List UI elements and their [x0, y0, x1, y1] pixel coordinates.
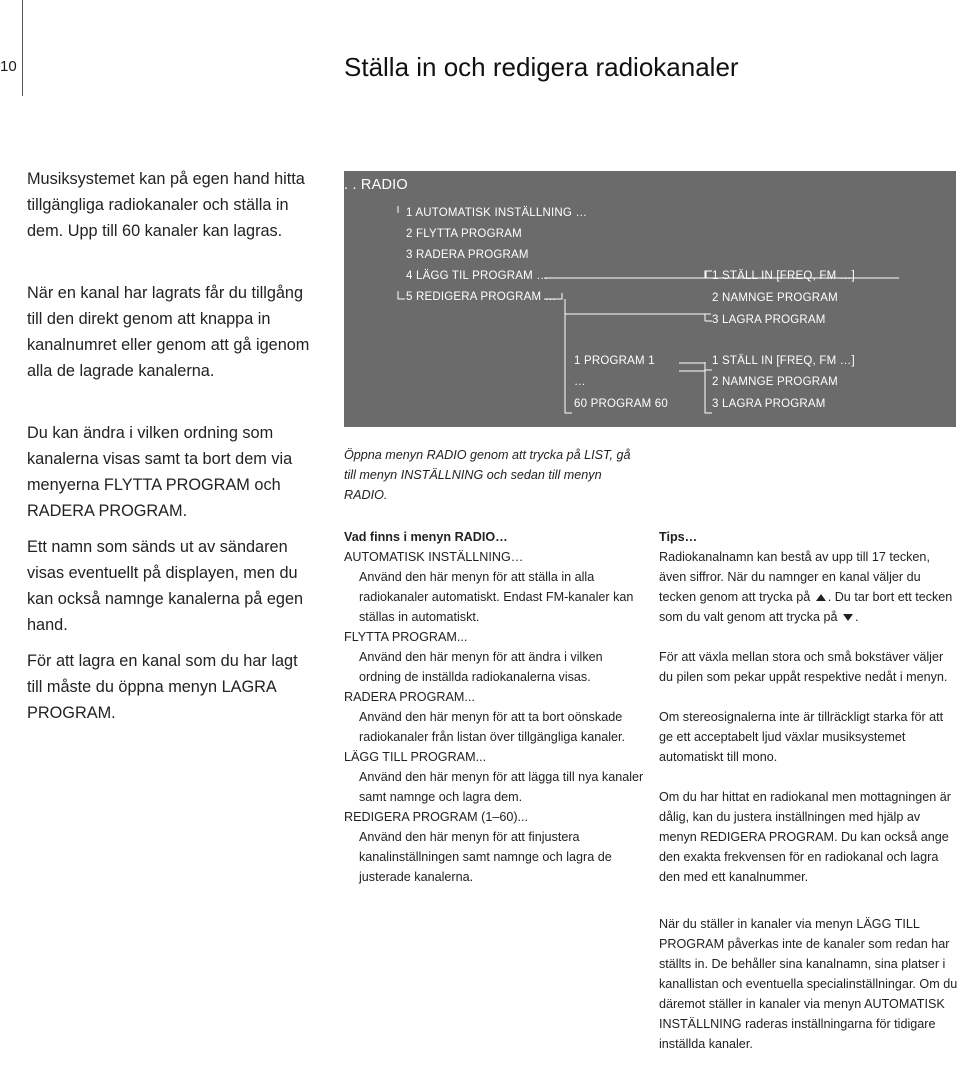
edit-submenu-item-1: 1 STÄLL IN [FREQ, FM …] [712, 355, 855, 367]
add-submenu-item-3: 3 LAGRA PROGRAM [712, 314, 826, 326]
edit-list-item-first: 1 PROGRAM 1 [574, 355, 655, 367]
description-item [344, 807, 644, 887]
menu-item-3: 3 RADERA PROGRAM [406, 249, 529, 261]
tips-paragraph-4: Om du har hittat en radiokanal men mottagningen är dålig, kan du justera inställningen med hjälp av menyn REDIGERA PROGRAM. Du kan också ange den exakta frekvensen för en radiokanal och lagra den med ett kanalnummer. [659, 790, 951, 884]
tips-text: . [855, 610, 859, 624]
tips-paragraph-5: När du ställer in kanaler via menyn LÄGG TILL PROGRAM påverkas inte de kanaler som redan har ställts in. De behåller sina kanalnamn, sina platser i kanallistan och eventuella specialinställningar. Om du däremot ställer in kanaler via menyn AUTOMATISK INSTÄLLNING raderas inställningarna för tidigare inställda kanaler. [659, 917, 958, 1051]
add-submenu-item-2: 2 NAMNGE PROGRAM [712, 292, 838, 304]
description-text: Använd den här menyn för att ställa in alla radiokanaler automatiskt. Endast FM-kanaler kan ställas in automatiskt. [359, 570, 634, 624]
description-item [344, 627, 644, 687]
description-text: Använd den här menyn för att ändra i vilken ordning de inställda radiokanalerna visas. [359, 650, 603, 684]
menu-item-1: 1 AUTOMATISK INSTÄLLNING … [406, 207, 588, 219]
description-item [344, 747, 644, 807]
tips-section [659, 527, 959, 1054]
description-term: FLYTTA PROGRAM... [344, 630, 468, 644]
page-number: 10 [0, 58, 17, 75]
tips-paragraph-2: För att växla mellan stora och små bokstäver väljer du pilen som pekar uppåt respektive nedåt i menyn. [659, 650, 948, 684]
description-term: AUTOMATISK INSTÄLLNING… [344, 550, 524, 564]
menu-item-2: 2 FLYTTA PROGRAM [406, 228, 522, 240]
descriptions-heading: Vad finns i menyn RADIO… [344, 530, 508, 544]
tips-text: . Du tar bort ett tecken som du valt genom att trycka på [659, 590, 953, 624]
arrow-up-icon [816, 594, 826, 601]
intro-paragraph-1: Musiksystemet kan på egen hand hitta tillgängliga radiokanaler och ställa in dem. Upp till 60 kanaler kan lagras. [27, 170, 305, 240]
intro-paragraph-4: Ett namn som sänds ut av sändaren visas eventuellt på displayen, men du kan också namnge kanalerna på egen hand. [27, 538, 304, 634]
page-title: Ställa in och redigera radiokanaler [344, 52, 739, 82]
menu-item-4: 4 LÄGG TIL PROGRAM … [406, 270, 549, 282]
margin-rule [22, 0, 23, 96]
description-text: Använd den här menyn för att lägga till nya kanaler samt namnge och lagra dem. [359, 770, 644, 804]
menu-root: . . RADIO [344, 177, 408, 193]
description-term: RADERA PROGRAM... [344, 690, 475, 704]
edit-list-ellipsis: … [574, 376, 586, 388]
tips-paragraph-1 [659, 547, 959, 627]
tips-text: Radiokanalnamn kan bestå av upp till 17 tecken, även siffror. När du namnger en kanal väljer du tecken genom att trycka på [659, 550, 930, 604]
description-term: REDIGERA PROGRAM (1–60)... [344, 810, 529, 824]
arrow-down-icon [843, 614, 853, 621]
add-submenu-item-1: 1 STÄLL IN [FREQ, FM …] [712, 270, 855, 282]
edit-list-item-last: 60 PROGRAM 60 [574, 398, 668, 410]
description-term: LÄGG TILL PROGRAM... [344, 750, 487, 764]
tips-heading: Tips… [659, 530, 698, 544]
description-text: Använd den här menyn för att ta bort oönskade radiokanaler från listan över tillgängliga kanaler. [359, 710, 626, 744]
menu-caption: Öppna menyn RADIO genom att trycka på LIST, gå till menyn INSTÄLLNING och sedan till menyn RADIO. [344, 448, 631, 502]
menu-item-5: 5 REDIGERA PROGRAM … [406, 291, 557, 303]
description-item [344, 687, 644, 747]
radio-menu-diagram [344, 171, 956, 427]
description-item [344, 547, 644, 627]
edit-submenu-item-2: 2 NAMNGE PROGRAM [712, 376, 838, 388]
intro-paragraph-2: När en kanal har lagrats får du tillgång till den direkt genom att knappa in kanalnumret eller genom att gå igenom alla de lagrade kanalerna. [27, 284, 310, 380]
tips-paragraph-3: Om stereosignalerna inte är tillräckligt starka för att ge ett acceptabelt ljud växlar musiksystemet automatiskt till mono. [659, 710, 944, 764]
description-text: Använd den här menyn för att finjustera kanalinställningen samt namnge och lagra de justerade kanalerna. [359, 830, 612, 884]
menu-descriptions [344, 527, 644, 887]
intro-paragraph-5: För att lagra en kanal som du har lagt till måste du öppna menyn LAGRA PROGRAM. [27, 652, 298, 722]
intro-paragraph-3: Du kan ändra i vilken ordning som kanalerna visas samt ta bort dem via menyerna FLYTTA PROGRAM och RADERA PROGRAM. [27, 424, 293, 520]
edit-submenu-item-3: 3 LAGRA PROGRAM [712, 398, 826, 410]
